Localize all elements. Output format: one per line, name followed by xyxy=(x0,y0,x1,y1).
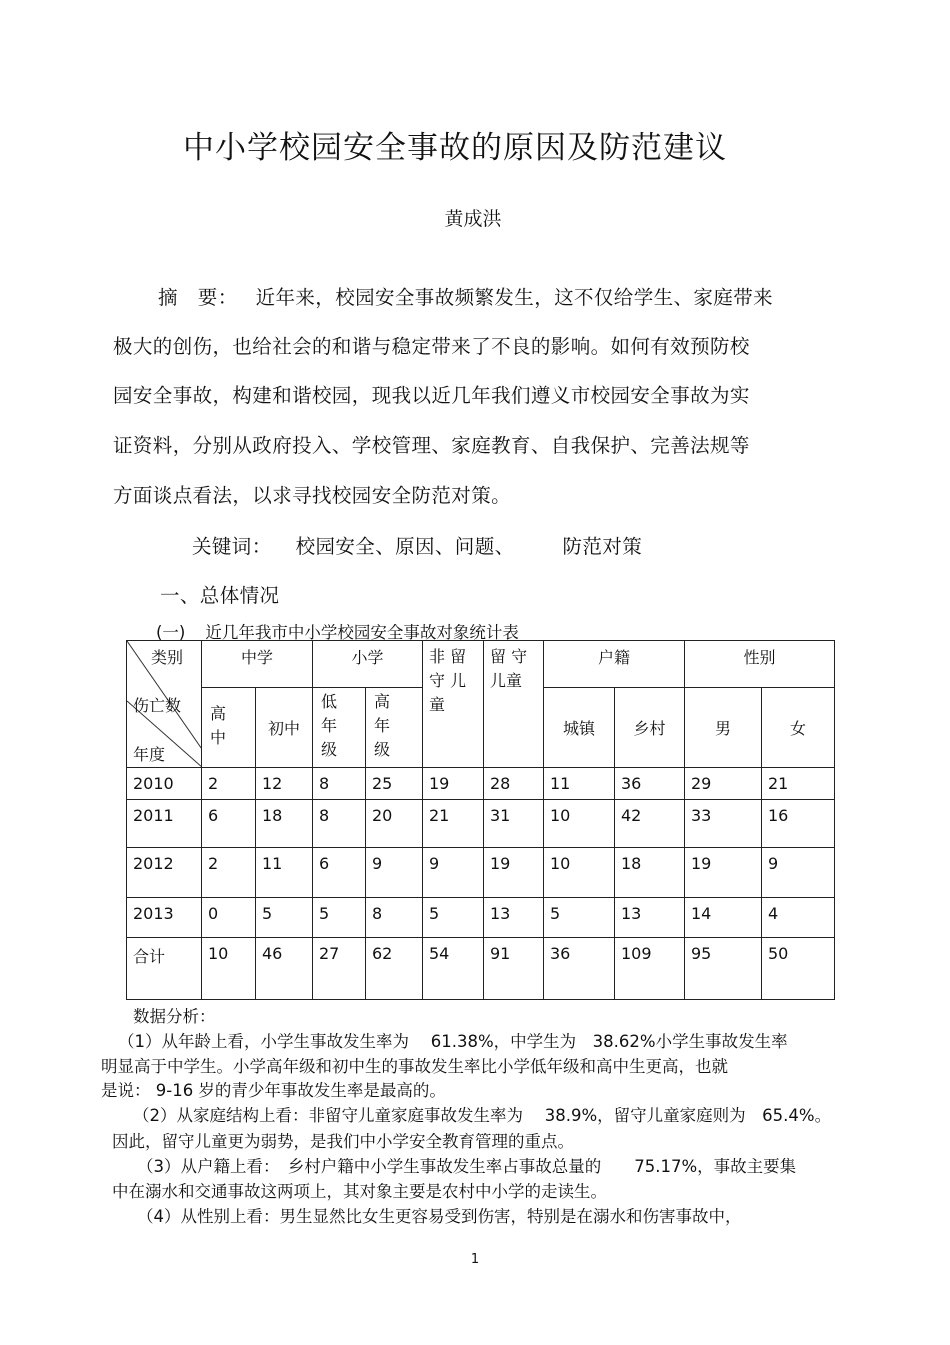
table-cell: 8 xyxy=(313,768,366,800)
table-cell: 5 xyxy=(313,898,366,938)
table-row-total xyxy=(127,938,835,1000)
keywords-a: 校园安全、原因、问题、 xyxy=(295,535,515,558)
keywords-label: 关键词： xyxy=(192,535,272,558)
table-cell: 9 xyxy=(423,848,484,898)
author-name: 黄成洪 xyxy=(444,208,502,230)
table-cell: 21 xyxy=(423,800,484,848)
table-cell: 2 xyxy=(202,848,256,898)
header-senior-high: 高 中 xyxy=(202,688,256,768)
table-cell: 9 xyxy=(366,848,423,898)
table-cell: 54 xyxy=(423,938,484,1000)
header-upper-grades: 高 年 级 xyxy=(366,688,423,768)
table-cell: 8 xyxy=(366,898,423,938)
table-cell: 28 xyxy=(484,768,544,800)
keywords xyxy=(192,531,642,559)
table-cell: 16 xyxy=(762,800,835,848)
page-title: 中小学校园安全事故的原因及防范建议 xyxy=(183,130,727,166)
keywords-b: 防范对策 xyxy=(562,535,643,558)
analysis-line: 因此，留守儿童更为弱势，是我们中小学安全教育管理的重点。 xyxy=(112,1132,574,1151)
table-cell: 91 xyxy=(484,938,544,1000)
table-cell: 10 xyxy=(544,800,615,848)
cell-year: 2012 xyxy=(127,848,202,898)
header-primary-school: 小学 xyxy=(313,641,423,688)
table-cell: 2 xyxy=(202,768,256,800)
table-row xyxy=(127,800,835,848)
table-cell: 18 xyxy=(256,800,313,848)
table-cell: 13 xyxy=(484,898,544,938)
table-cell: 13 xyxy=(615,898,685,938)
analysis-line: 中在溺水和交通事故这两项上，其对象主要是农村中小学的走读生。 xyxy=(112,1182,607,1201)
table-cell: 29 xyxy=(685,768,762,800)
table-cell: 8 xyxy=(313,800,366,848)
table-row xyxy=(127,848,835,898)
header-male: 男 xyxy=(685,688,762,768)
table-row xyxy=(127,898,835,938)
abstract-text: 近年来，校园安全事故频繁发生，这不仅给学生、家庭带来 xyxy=(255,286,774,309)
cell-year: 2010 xyxy=(127,768,202,800)
table-cell: 36 xyxy=(615,768,685,800)
table-cell: 19 xyxy=(685,848,762,898)
abstract-label: 摘 要： xyxy=(158,286,238,309)
table-cell: 4 xyxy=(762,898,835,938)
cell-total-label: 合计 xyxy=(127,938,202,1000)
table-cell: 5 xyxy=(544,898,615,938)
table-row xyxy=(127,768,835,800)
analysis-line: （3）从户籍上看： 乡村户籍中小学生事故发生率占事故总量的 75.17%，事故主要集 xyxy=(137,1157,797,1176)
header-gender: 性别 xyxy=(685,641,835,688)
table-cell: 46 xyxy=(256,938,313,1000)
analysis-line: 是说： 9-16 岁的青少年事故发生率是最高的。 xyxy=(101,1081,446,1100)
analysis-line: （4）从性别上看：男生显然比女生更容易受到伤害，特别是在溺水和伤害事故中， xyxy=(137,1207,742,1226)
page-number: 1 xyxy=(470,1252,480,1267)
table-caption-number: (一) xyxy=(156,623,186,642)
table-cell: 6 xyxy=(313,848,366,898)
abstract-line: 方面谈点看法，以求寻找校园安全防范对策。 xyxy=(113,484,512,507)
section-heading: 一、总体情况 xyxy=(160,584,280,607)
table-cell: 11 xyxy=(256,848,313,898)
corner-header xyxy=(127,641,202,768)
table-cell: 31 xyxy=(484,800,544,848)
header-hukou: 户籍 xyxy=(544,641,685,688)
table-cell: 62 xyxy=(366,938,423,1000)
table-cell: 50 xyxy=(762,938,835,1000)
table-cell: 27 xyxy=(313,938,366,1000)
statistics-table xyxy=(126,640,835,1000)
header-female: 女 xyxy=(762,688,835,768)
header-lower-grades: 低 年 级 xyxy=(313,688,366,768)
table-cell: 11 xyxy=(544,768,615,800)
table-cell: 33 xyxy=(685,800,762,848)
header-junior-high: 初中 xyxy=(256,688,313,768)
table-cell: 95 xyxy=(685,938,762,1000)
header-urban: 城镇 xyxy=(544,688,615,768)
table-cell: 0 xyxy=(202,898,256,938)
table-cell: 18 xyxy=(615,848,685,898)
cell-year: 2013 xyxy=(127,898,202,938)
analysis-line: （2）从家庭结构上看：非留守儿童家庭事故发生率为 38.9%，留守儿童家庭则为 65.4%。 xyxy=(133,1106,832,1125)
header-rural: 乡村 xyxy=(615,688,685,768)
analysis-line: 明显高于中学生。小学高年级和初中生的事故发生率比小学低年级和高中生更高，也就 xyxy=(101,1057,728,1076)
table-cell: 12 xyxy=(256,768,313,800)
abstract-line: 园安全事故，构建和谐校园，现我以近几年我们遵义市校园安全事故为实 xyxy=(113,384,750,407)
analysis-line: （1）从年龄上看，小学生事故发生率为 61.38%，中学生为 38.62%小学生事故发生率 xyxy=(118,1032,788,1051)
table-caption-text: 近几年我市中小学校园安全事故对象统计表 xyxy=(205,623,519,642)
table-cell: 25 xyxy=(366,768,423,800)
table-cell: 14 xyxy=(685,898,762,938)
header-left-behind: 留 守 儿童 xyxy=(484,641,544,768)
table-cell: 10 xyxy=(202,938,256,1000)
table-cell: 5 xyxy=(423,898,484,938)
table-cell: 6 xyxy=(202,800,256,848)
table-cell: 21 xyxy=(762,768,835,800)
table-cell: 19 xyxy=(484,848,544,898)
analysis-label: 数据分析： xyxy=(133,1007,216,1026)
table-cell: 42 xyxy=(615,800,685,848)
corner-year-label: 年度 xyxy=(133,745,166,764)
abstract-first-line xyxy=(158,282,773,310)
abstract-line: 极大的创伤，也给社会的和谐与稳定带来了不良的影响。如何有效预防校 xyxy=(113,335,750,358)
table-cell: 5 xyxy=(256,898,313,938)
header-non-left-behind: 非 留 守 儿 童 xyxy=(423,641,484,768)
table-cell: 19 xyxy=(423,768,484,800)
table-cell: 10 xyxy=(544,848,615,898)
cell-year: 2011 xyxy=(127,800,202,848)
table-cell: 20 xyxy=(366,800,423,848)
abstract-line: 证资料，分别从政府投入、学校管理、家庭教育、自我保护、完善法规等 xyxy=(113,434,750,457)
corner-casualty-label: 伤亡数 xyxy=(133,696,182,715)
table-cell: 9 xyxy=(762,848,835,898)
table-cell: 109 xyxy=(615,938,685,1000)
table-cell: 36 xyxy=(544,938,615,1000)
corner-category-label: 类别 xyxy=(151,648,184,667)
header-middle-school: 中学 xyxy=(202,641,313,688)
